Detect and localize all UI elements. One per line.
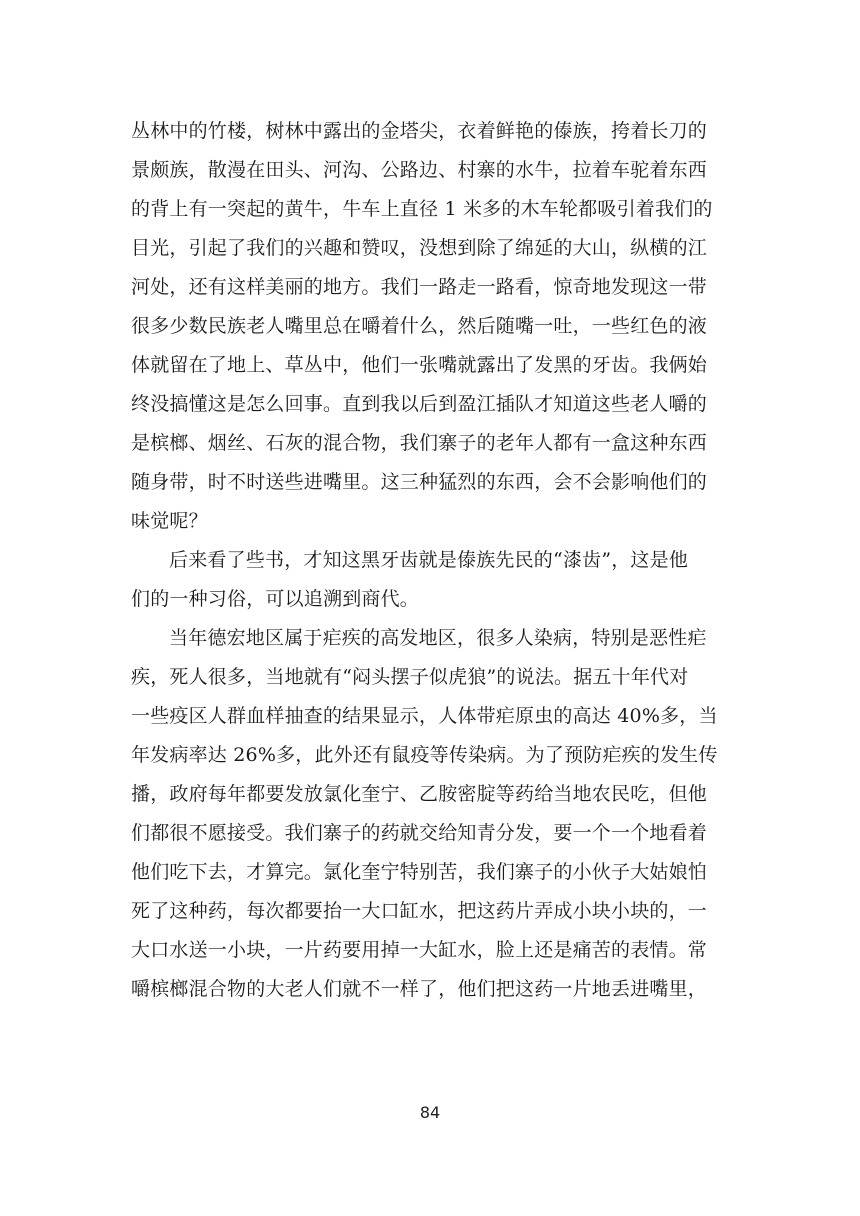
text-line: 的背上有一突起的黄牛，牛车上直径 1 米多的木车轮都吸引着我们的 [131,198,713,220]
text-line: 嚼槟榔混合物的大老人们就不一样了，他们把这药一片地丢进嘴里， [131,978,708,1000]
text-line: 年发病率达 26%多，此外还有鼠疫等传染病。为了预防疟疾的发生传 [131,744,718,766]
text-line: 景颇族，散漫在田头、河沟、公路边、村寨的水牛，拉着车驼着东西 [131,159,708,181]
text-line: 他们吃下去，才算完。氯化奎宁特别苦，我们寨子的小伙子大姑娘怕 [131,861,708,883]
text-line: 随身带，时不时送些进嘴里。这三种猛烈的东西，会不会影响他们的 [131,471,708,493]
paragraph [131,619,731,1009]
body-text [131,112,731,1009]
text-line: 体就留在了地上、草丛中，他们一张嘴就露出了发黑的牙齿。我俩始 [131,354,708,376]
text-line: 大口水送一小块，一片药要用掉一大缸水，脸上还是痛苦的表情。常 [131,939,708,961]
text-line: 一些疫区人群血样抽查的结果显示，人体带疟原虫的高达 40%多，当 [131,705,718,727]
text-line: 疾，死人很多，当地就有“闷头摆子似虎狼”的说法。据五十年代对 [131,666,689,688]
paragraph [131,112,731,541]
text-line: 们的一种习俗，可以追溯到商代。 [131,588,420,610]
text-line: 味觉呢？ [131,510,208,532]
text-line: 很多少数民族老人嘴里总在嚼着什么，然后随嘴一吐，一些红色的液 [131,315,708,337]
text-line: 终没搞懂这是怎么回事。直到我以后到盈江插队才知道这些老人嚼的 [131,393,708,415]
text-line: 们都很不愿接受。我们寨子的药就交给知青分发，要一个一个地看着 [131,822,708,844]
text-line: 后来看了些书，才知这黑牙齿就是傣族先民的“漆齿”，这是他 [169,549,689,571]
text-line: 播，政府每年都要发放氯化奎宁、乙胺密腚等药给当地农民吃，但他 [131,783,708,805]
text-line: 当年德宏地区属于疟疾的高发地区，很多人染病，特别是恶性疟 [169,627,707,649]
text-line: 河处，还有这样美丽的地方。我们一路走一路看，惊奇地发现这一带 [131,276,708,298]
page-number: 84 [419,1103,441,1122]
text-line: 是槟榔、烟丝、石灰的混合物，我们寨子的老年人都有一盒这种东西 [131,432,708,454]
text-line: 目光，引起了我们的兴趣和赞叹，没想到除了绵延的大山，纵横的江 [131,237,708,259]
text-line: 死了这种药，每次都要抬一大口缸水，把这药片弄成小块小块的，一 [131,900,708,922]
paragraph [131,541,731,619]
text-line: 丛林中的竹楼，树林中露出的金塔尖，衣着鲜艳的傣族，挎着长刀的 [131,120,708,142]
